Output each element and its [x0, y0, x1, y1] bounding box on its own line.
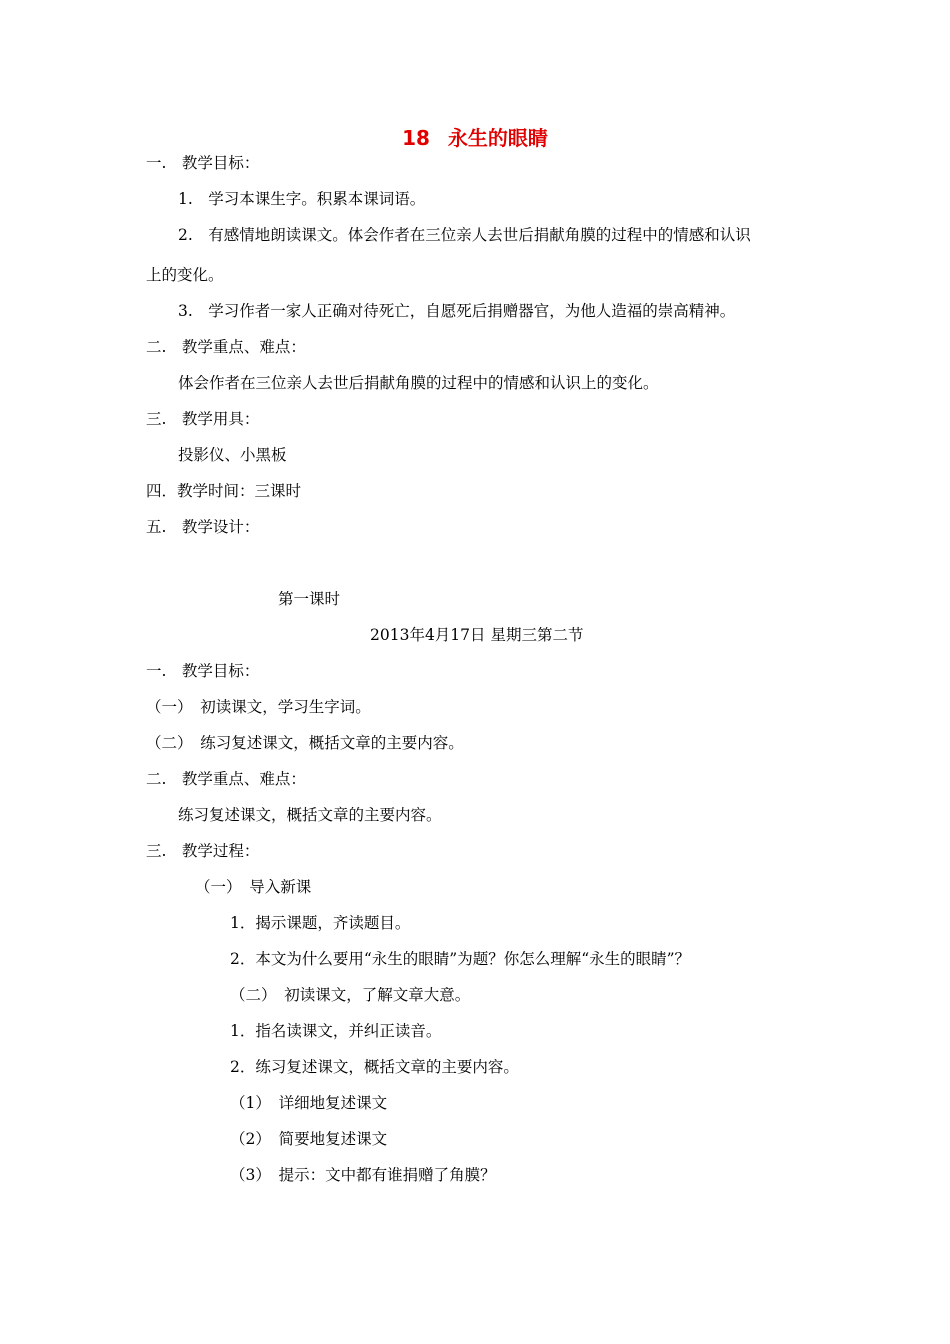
objective-item-1: 1. 学习本课生字。积累本课词语。	[178, 190, 426, 208]
lesson-1-objective-a: （一） 初读课文，学习生字词。	[146, 698, 371, 716]
objective-item-2-line-2: 上的变化。	[146, 266, 224, 284]
key-points-heading: 二. 教学重点、难点：	[146, 338, 306, 356]
teaching-time: 四．教学时间：三课时	[146, 482, 302, 500]
lesson-number: 18	[402, 126, 430, 150]
lesson-1-objectives-heading: 一. 教学目标：	[146, 662, 260, 680]
step-2-item-1: 1．指名读课文，并纠正读音。	[230, 1022, 442, 1040]
sub-item-3: （3） 提示：文中都有谁捐赠了角膜？	[230, 1166, 496, 1184]
objective-item-2-line-1: 2. 有感情地朗读课文。体会作者在三位亲人去世后捐献角膜的过程中的情感和认识	[178, 226, 751, 244]
step-1-item-2: 2．本文为什么要用“永生的眼睛”为题？你怎么理解“永生的眼睛”？	[230, 950, 691, 968]
objectives-heading: 一. 教学目标：	[146, 154, 260, 172]
tools-text: 投影仪、小黑板	[178, 446, 287, 464]
sub-item-2: （2） 简要地复述课文	[230, 1130, 388, 1148]
design-heading: 五. 教学设计：	[146, 518, 260, 536]
lesson-title	[0, 125, 950, 151]
lesson-title-text: 永生的眼睛	[447, 126, 548, 150]
tools-heading: 三. 教学用具：	[146, 410, 260, 428]
step-2-item-2: 2．练习复述课文，概括文章的主要内容。	[230, 1058, 519, 1076]
objective-item-3: 3. 学习作者一家人正确对待死亡，自愿死后捐赠器官，为他人造福的崇高精神。	[178, 302, 736, 320]
lesson-1-heading: 第一课时	[278, 590, 341, 608]
lesson-1-key-points-heading: 二. 教学重点、难点：	[146, 770, 306, 788]
sub-item-1: （1） 详细地复述课文	[230, 1094, 388, 1112]
lesson-1-date: 2013年4月17日 星期三第二节	[370, 626, 584, 644]
key-points-text: 体会作者在三位亲人去世后捐献角膜的过程中的情感和认识上的变化。	[178, 374, 659, 392]
lesson-1-key-points-text: 练习复述课文，概括文章的主要内容。	[178, 806, 442, 824]
lesson-1-objective-b: （二） 练习复述课文，概括文章的主要内容。	[146, 734, 464, 752]
step-2-heading: （二） 初读课文，了解文章大意。	[230, 986, 471, 1004]
step-1-heading: （一） 导入新课	[195, 878, 312, 896]
step-1-item-1: 1．揭示课题，齐读题目。	[230, 914, 411, 932]
lesson-1-process-heading: 三. 教学过程：	[146, 842, 260, 860]
